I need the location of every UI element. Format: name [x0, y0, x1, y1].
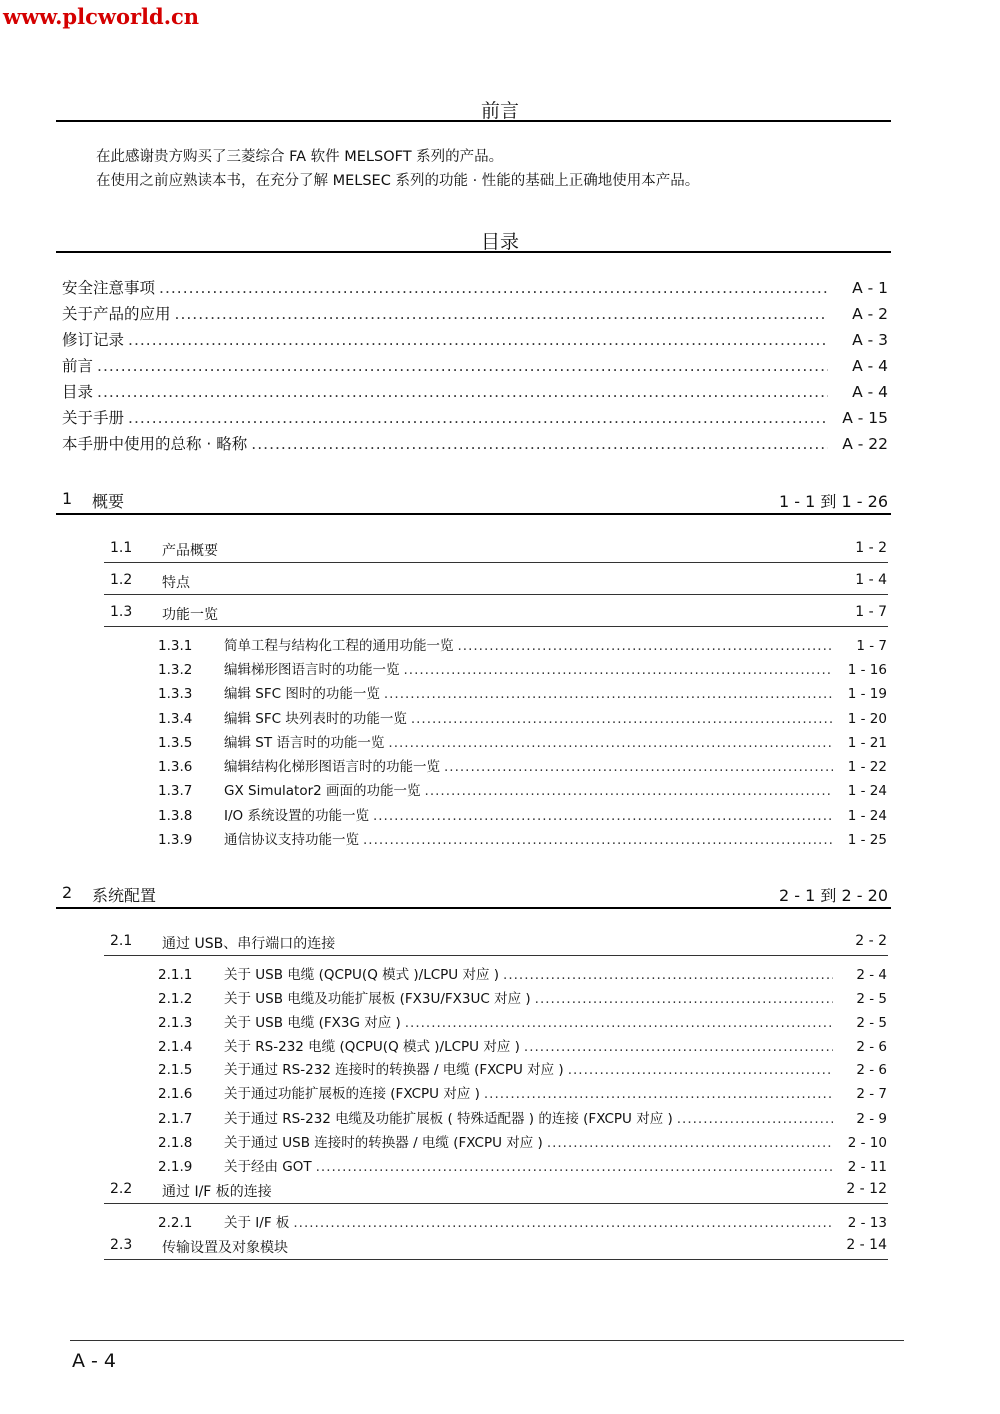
- preface-divider: [56, 120, 891, 122]
- preface-title: 前言: [480, 100, 519, 122]
- subsection-entry[interactable]: [158, 779, 887, 799]
- subsection-entry[interactable]: [158, 1155, 887, 1175]
- section-number: 1.1: [110, 540, 133, 556]
- section-number: 2.1: [110, 933, 133, 949]
- subsection-number: 1.3.7: [158, 783, 193, 799]
- subsection-page: 2 - 10: [847, 1135, 887, 1151]
- section-title: 传输设置及对象模块: [162, 1240, 288, 1256]
- subsection-title: 编辑 SFC 块列表时的功能一览: [224, 711, 407, 727]
- chapter-page-range: 1 - 1 到 1 - 26: [779, 492, 888, 511]
- toc-entry[interactable]: [62, 302, 888, 324]
- leader-dots: [404, 662, 834, 678]
- subsection-page: 2 - 11: [847, 1159, 887, 1175]
- subsection-title: GX Simulator2 画面的功能一览: [224, 783, 421, 799]
- chapter-title: 概要: [92, 492, 125, 511]
- leader-dots: [458, 638, 834, 654]
- section-page: 2 - 14: [846, 1237, 887, 1253]
- section-divider: [104, 955, 888, 956]
- leader-dots: [128, 331, 828, 349]
- subsection-title: 关于通过 RS-232 连接时的转换器 / 电缆 (FXCPU 对应 ): [224, 1062, 564, 1078]
- leader-dots: [547, 1135, 833, 1151]
- section-page: 1 - 2: [855, 540, 887, 556]
- subsection-page: 2 - 5: [856, 991, 887, 1007]
- subsection-number: 1.3.2: [158, 662, 193, 678]
- subsection-number: 2.1.1: [158, 967, 193, 983]
- subsection-page: 2 - 6: [856, 1039, 887, 1055]
- chapter-1-heading[interactable]: [62, 489, 888, 512]
- leader-dots: [411, 711, 833, 727]
- subsection-title: 编辑梯形图语言时的功能一览: [224, 662, 400, 678]
- subsection-page: 1 - 20: [847, 711, 887, 727]
- section-number: 2.2: [110, 1181, 133, 1197]
- subsection-number: 2.1.9: [158, 1159, 193, 1175]
- leader-dots: [251, 435, 828, 453]
- leader-dots: [175, 305, 828, 323]
- subsection-entry[interactable]: [158, 828, 887, 848]
- leader-dots: [363, 832, 833, 848]
- section-page: 1 - 7: [855, 604, 887, 620]
- subsection-title: 关于 RS-232 电缆 (QCPU(Q 模式 )/LCPU 对应 ): [224, 1039, 520, 1055]
- leader-dots: [503, 967, 833, 983]
- toc-entry-title: 本手册中使用的总称 · 略称: [62, 435, 248, 453]
- chapter-2-heading[interactable]: [62, 883, 888, 906]
- subsection-title: 关于 USB 电缆 (FX3G 对应 ): [224, 1015, 401, 1031]
- watermark-url: www.plcworld.cn: [3, 4, 200, 29]
- leader-dots: [293, 1215, 833, 1231]
- leader-dots: [384, 686, 833, 702]
- section-page: 1 - 4: [855, 572, 887, 588]
- leader-dots: [444, 759, 833, 775]
- leader-dots: [373, 808, 833, 824]
- preface-line-2: 在使用之前应熟读本书，在充分了解 MELSEC 系列的功能 · 性能的基础上正确地使用本产品。: [96, 173, 700, 189]
- chapter-divider: [56, 907, 891, 909]
- leader-dots: [535, 991, 833, 1007]
- section-title: 通过 I/F 板的连接: [162, 1184, 272, 1200]
- leader-dots: [388, 735, 833, 751]
- footer-rule: [70, 1340, 904, 1341]
- subsection-page: 1 - 21: [847, 735, 887, 751]
- toc-entry[interactable]: [62, 380, 888, 402]
- chapter-number: 1: [62, 489, 73, 508]
- page-number: A - 4: [72, 1350, 117, 1372]
- section-title: 产品概要: [162, 543, 218, 559]
- subsection-entry[interactable]: [158, 1011, 887, 1031]
- subsection-page: 1 - 22: [847, 759, 887, 775]
- section-page: 2 - 2: [855, 933, 887, 949]
- chapter-page-range: 2 - 1 到 2 - 20: [779, 886, 888, 905]
- section-entry[interactable]: [110, 540, 887, 560]
- subsection-entry[interactable]: [158, 634, 887, 654]
- toc-entry-page: A - 3: [852, 331, 888, 349]
- leader-dots: [97, 357, 828, 375]
- subsection-title: I/O 系统设置的功能一览: [224, 808, 369, 824]
- subsection-number: 1.3.3: [158, 686, 193, 702]
- subsection-number: 1.3.8: [158, 808, 193, 824]
- toc-entry-page: A - 2: [852, 305, 888, 323]
- subsection-title: 简单工程与结构化工程的通用功能一览: [224, 638, 454, 654]
- section-entry[interactable]: [110, 1237, 887, 1257]
- subsection-title: 关于 USB 电缆 (QCPU(Q 模式 )/LCPU 对应 ): [224, 967, 500, 983]
- subsection-number: 2.1.4: [158, 1039, 193, 1055]
- toc-entry-title: 前言: [62, 357, 94, 375]
- subsection-page: 1 - 19: [847, 686, 887, 702]
- subsection-entry[interactable]: [158, 963, 887, 983]
- section-title: 特点: [162, 575, 190, 591]
- section-title: 通过 USB、串行端口的连接: [162, 936, 336, 952]
- subsection-page: 1 - 24: [847, 783, 887, 799]
- toc-entry-title: 目录: [62, 383, 94, 401]
- toc-entry-title: 安全注意事项: [62, 279, 156, 297]
- subsection-entry[interactable]: [158, 1131, 887, 1151]
- section-entry[interactable]: [110, 933, 887, 953]
- subsection-page: 2 - 7: [856, 1086, 887, 1102]
- preface-line-1: 在此感谢贵方购买了三菱综合 FA 软件 MELSOFT 系列的产品。: [96, 149, 504, 165]
- section-number: 2.3: [110, 1237, 133, 1253]
- subsection-title: 编辑 ST 语言时的功能一览: [224, 735, 385, 751]
- toc-entry-page: A - 22: [842, 435, 888, 453]
- section-entry[interactable]: [110, 604, 887, 624]
- toc-entry[interactable]: [62, 354, 888, 376]
- subsection-page: 2 - 9: [856, 1111, 887, 1127]
- subsection-number: 1.3.1: [158, 638, 193, 654]
- section-entry[interactable]: [110, 1181, 887, 1201]
- subsection-page: 1 - 24: [847, 808, 887, 824]
- subsection-entry[interactable]: [158, 1058, 887, 1078]
- chapter-title: 系统配置: [92, 886, 157, 905]
- subsection-number: 2.1.6: [158, 1086, 193, 1102]
- subsection-number: 2.1.5: [158, 1062, 193, 1078]
- subsection-entry[interactable]: [158, 731, 887, 751]
- subsection-entry[interactable]: [158, 1082, 887, 1102]
- subsection-number: 2.1.3: [158, 1015, 193, 1031]
- subsection-title: 编辑 SFC 图时的功能一览: [224, 686, 380, 702]
- toc-entry-page: A - 4: [852, 357, 888, 375]
- subsection-entry[interactable]: [158, 804, 887, 824]
- toc-title: 目录: [480, 231, 519, 253]
- subsection-page: 2 - 6: [856, 1062, 887, 1078]
- subsection-entry[interactable]: [158, 682, 887, 702]
- toc-divider: [56, 251, 891, 253]
- toc-entry-title: 关于手册: [62, 409, 125, 427]
- leader-dots: [405, 1015, 833, 1031]
- leader-dots: [484, 1086, 833, 1102]
- section-divider: [104, 594, 888, 595]
- toc-entry[interactable]: [62, 432, 888, 454]
- subsection-page: 2 - 13: [847, 1215, 887, 1231]
- subsection-number: 2.2.1: [158, 1215, 193, 1231]
- toc-entry-title: 修订记录: [62, 331, 125, 349]
- subsection-title: 通信协议支持功能一览: [224, 832, 359, 848]
- section-page: 2 - 12: [846, 1181, 887, 1197]
- leader-dots: [97, 383, 828, 401]
- subsection-number: 1.3.4: [158, 711, 193, 727]
- section-divider: [104, 562, 888, 563]
- leader-dots: [425, 783, 833, 799]
- subsection-title: 关于通过功能扩展板的连接 (FXCPU 对应 ): [224, 1086, 480, 1102]
- leader-dots: [128, 409, 828, 427]
- subsection-page: 2 - 4: [856, 967, 887, 983]
- subsection-number: 2.1.8: [158, 1135, 193, 1151]
- subsection-title: 编辑结构化梯形图语言时的功能一览: [224, 759, 440, 775]
- subsection-number: 1.3.9: [158, 832, 193, 848]
- toc-entry-page: A - 4: [852, 383, 888, 401]
- subsection-number: 1.3.6: [158, 759, 193, 775]
- subsection-page: 1 - 7: [856, 638, 887, 654]
- leader-dots: [568, 1062, 833, 1078]
- subsection-number: 1.3.5: [158, 735, 193, 751]
- subsection-title: 关于通过 RS-232 电缆及功能扩展板 ( 特殊适配器 ) 的连接 (FXCPU 对应 ): [224, 1111, 673, 1127]
- leader-dots: [159, 279, 828, 297]
- section-divider: [104, 626, 888, 627]
- section-entry[interactable]: [110, 572, 887, 592]
- toc-entry[interactable]: [62, 406, 888, 428]
- section-title: 功能一览: [162, 607, 218, 623]
- subsection-title: 关于 USB 电缆及功能扩展板 (FX3U/FX3UC 对应 ): [224, 991, 531, 1007]
- subsection-entry[interactable]: [158, 1107, 887, 1127]
- subsection-entry[interactable]: [158, 987, 887, 1007]
- subsection-entry[interactable]: [158, 1211, 887, 1231]
- leader-dots: [524, 1039, 833, 1055]
- toc-entry[interactable]: [62, 276, 888, 298]
- subsection-page: 1 - 16: [847, 662, 887, 678]
- subsection-title: 关于经由 GOT: [224, 1159, 312, 1175]
- toc-entry-page: A - 15: [842, 409, 888, 427]
- chapter-divider: [56, 513, 891, 515]
- subsection-entry[interactable]: [158, 755, 887, 775]
- toc-entry-title: 关于产品的应用: [62, 305, 171, 323]
- subsection-title: 关于通过 USB 连接时的转换器 / 电缆 (FXCPU 对应 ): [224, 1135, 543, 1151]
- toc-entry[interactable]: [62, 328, 888, 350]
- subsection-entry[interactable]: [158, 658, 887, 678]
- subsection-number: 2.1.7: [158, 1111, 193, 1127]
- subsection-entry[interactable]: [158, 1035, 887, 1055]
- section-divider: [104, 1259, 888, 1260]
- subsection-page: 1 - 25: [847, 832, 887, 848]
- section-number: 1.3: [110, 604, 133, 620]
- leader-dots: [316, 1159, 833, 1175]
- subsection-entry[interactable]: [158, 707, 887, 727]
- leader-dots: [677, 1111, 833, 1127]
- subsection-number: 2.1.2: [158, 991, 193, 1007]
- section-divider: [104, 1203, 888, 1204]
- chapter-number: 2: [62, 883, 73, 902]
- subsection-page: 2 - 5: [856, 1015, 887, 1031]
- toc-entry-page: A - 1: [852, 279, 888, 297]
- section-number: 1.2: [110, 572, 133, 588]
- subsection-title: 关于 I/F 板: [224, 1215, 290, 1231]
